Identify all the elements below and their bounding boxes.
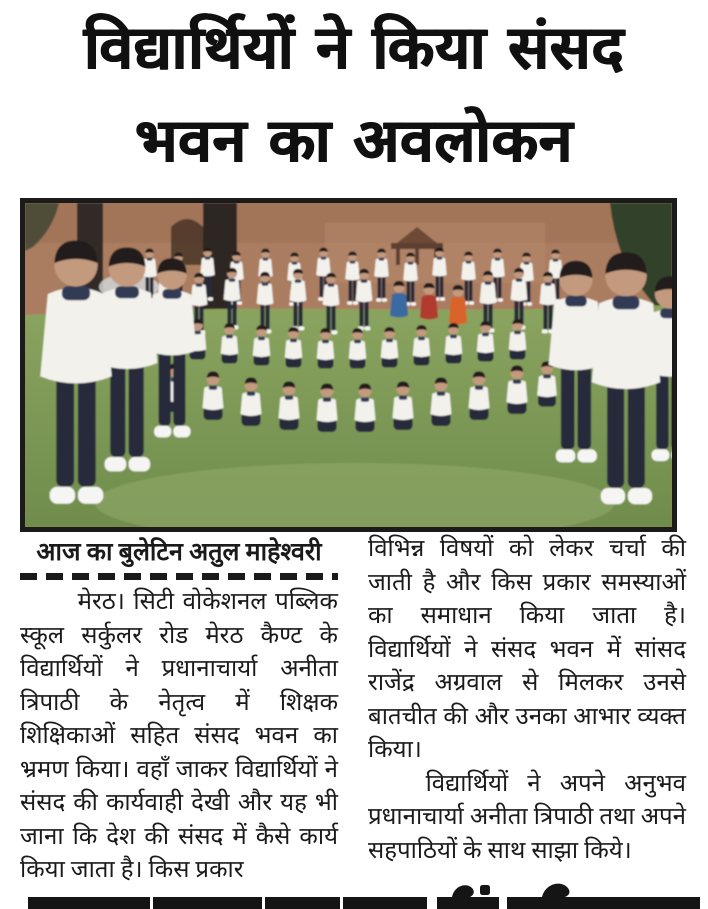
headline-line-1: विद्यार्थियों ने किया संसद	[83, 13, 625, 83]
right-column-paragraph-1: विभिन्न विषयों को लेकर चर्चा की जाती है और किस प्रकार समस्याओं का समाधान किया जाता है। विद्यार्थियों ने संसद भवन में सांसद राजेंद्र अग्रवाल से मिलकर उनसे बातचीत की और उनका आभार व्यक्त किया।	[368, 536, 686, 763]
group-photo-illustration	[25, 203, 672, 527]
article-photo	[20, 198, 677, 532]
left-column	[20, 536, 338, 888]
main-headline	[0, 2, 708, 188]
headline-line-2: भवन का अवलोकन	[134, 106, 574, 176]
dashed-separator	[20, 573, 338, 580]
left-column-paragraph: मेरठ। सिटी वोकेशनल पब्लिक स्कूल सर्कुलर रोड मेरठ कैण्ट के विद्यार्थियों ने प्रधानाचार्या अनीता त्रिपाठी के नेतृत्व में शिक्षक शिक्षिकाओं सहित संसद भवन का भ्रमण किया। वहाँ जाकर विद्यार्थियों ने संसद की कार्यवाही देखी और यह भी जाना कि देश की संसद में कैसे कार्य किया जाता है। किस प्रकार	[20, 589, 338, 883]
cropped-next-headline-fragment	[0, 882, 708, 909]
right-column	[368, 533, 686, 868]
byline: आज का बुलेटिन अतुल माहेश्वरी	[36, 539, 322, 566]
right-column-paragraph-2: विद्यार्थियों ने अपने अनुभव प्रधानाचार्या अनीता त्रिपाठी तथा अपने सहपाठियों के साथ साझा किये।	[368, 770, 686, 864]
